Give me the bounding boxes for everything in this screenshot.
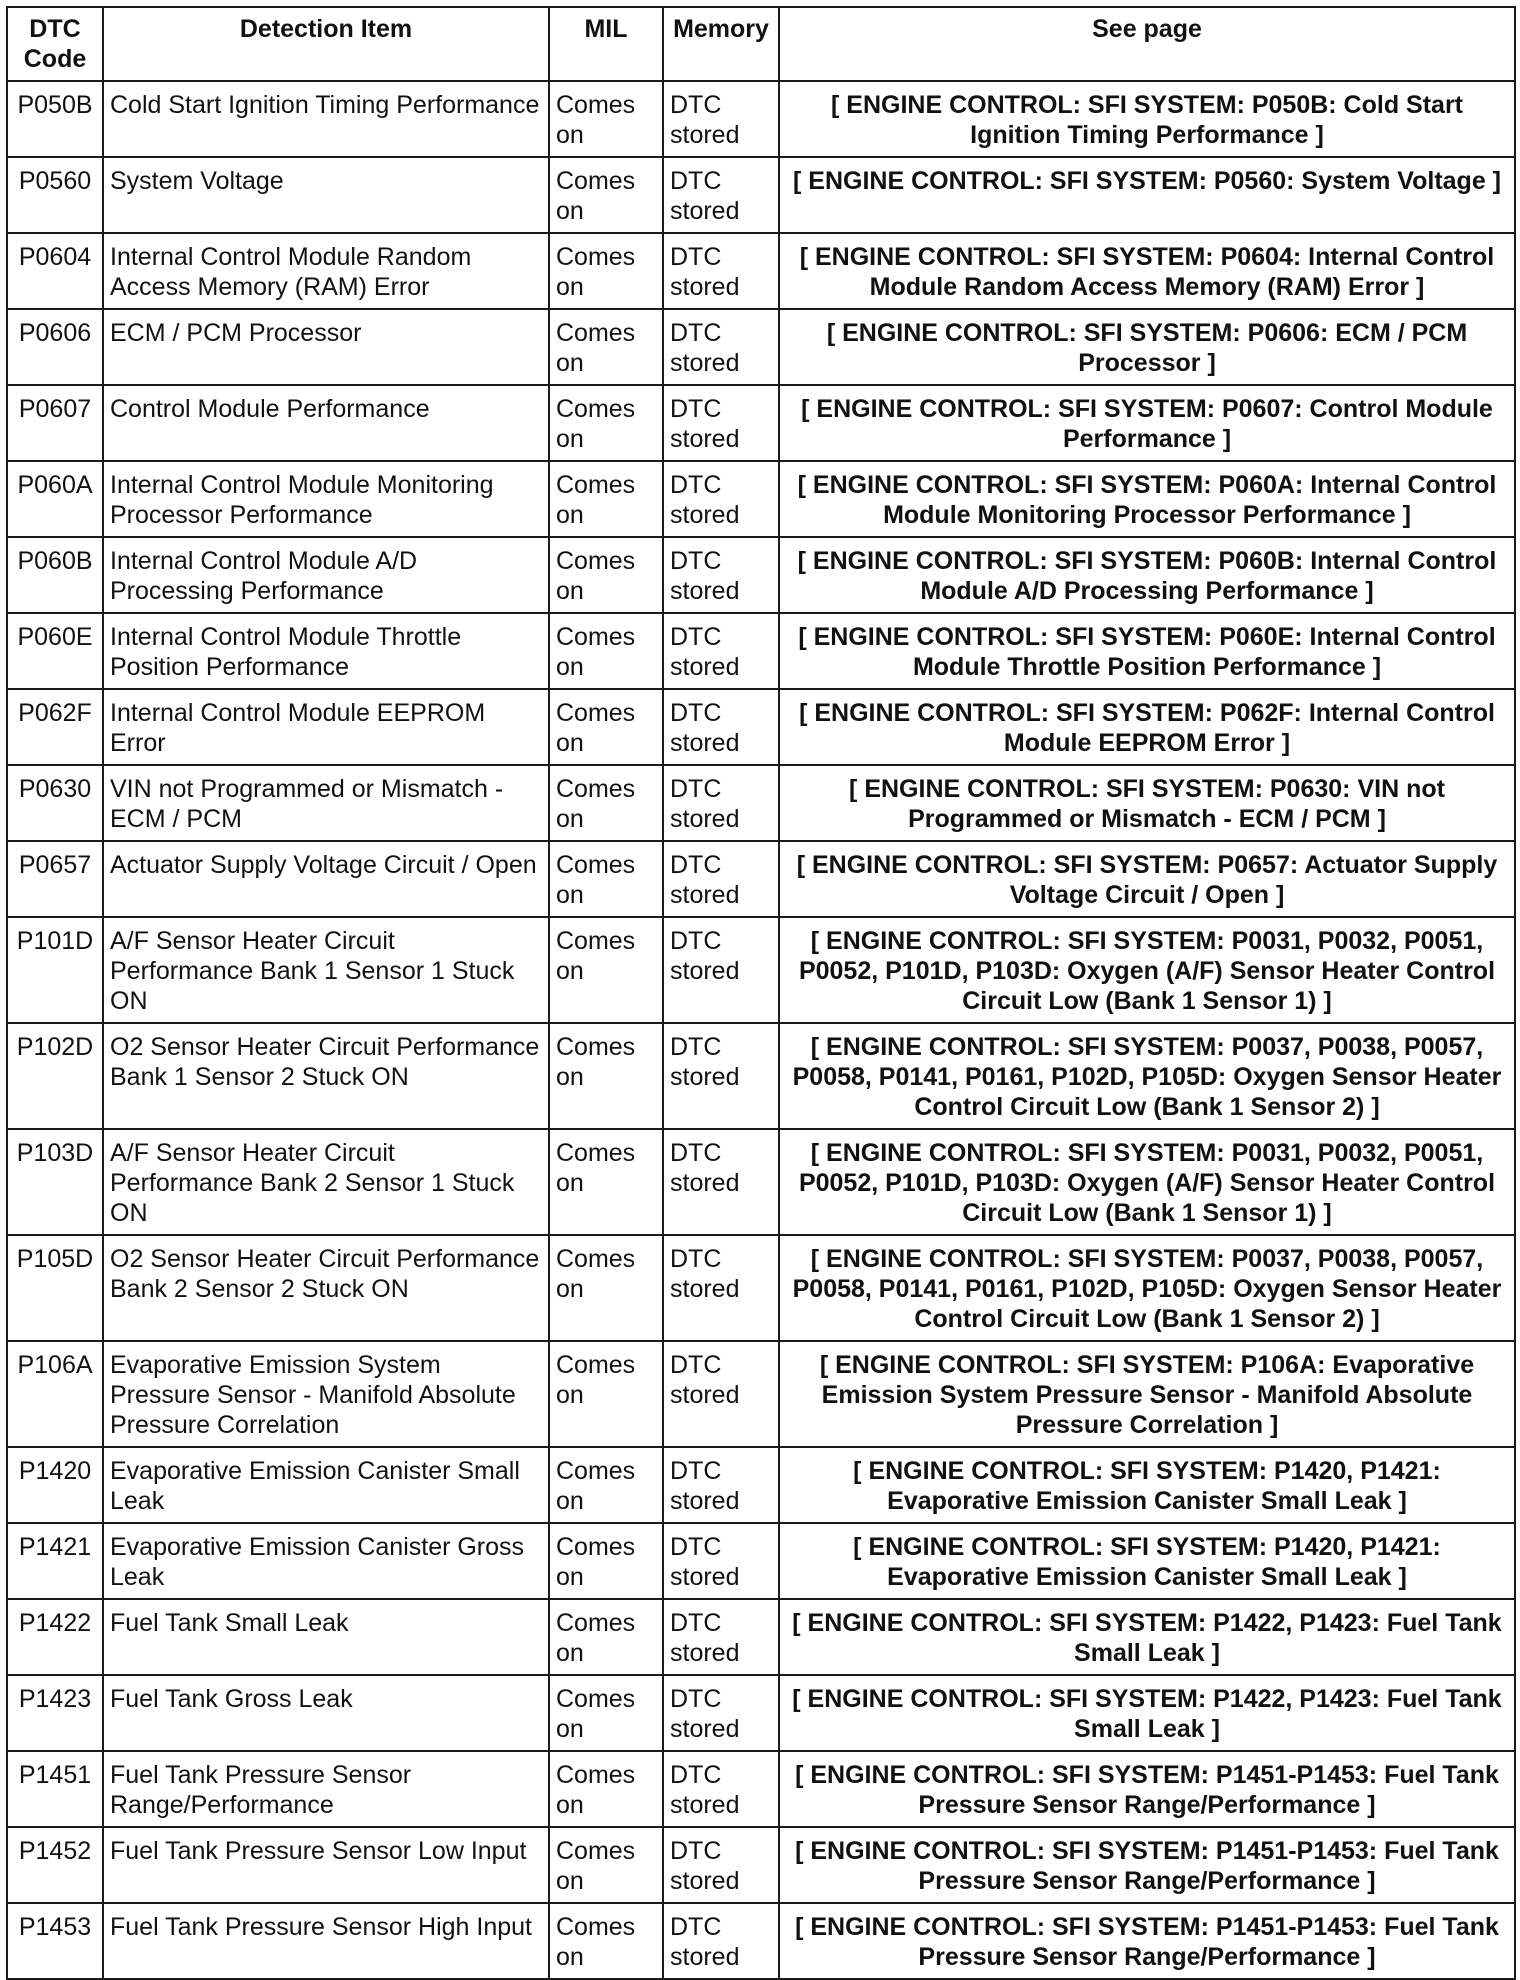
table-row: [7, 765, 1515, 841]
memory-cell: DTC stored: [663, 1235, 779, 1341]
memory-cell: DTC stored: [663, 765, 779, 841]
dtc-code-cell: P1452: [7, 1827, 103, 1903]
table-row: [7, 157, 1515, 233]
see-page-link[interactable]: [ ENGINE CONTROL: SFI SYSTEM: P0606: ECM / PCM Processor ]: [779, 309, 1515, 385]
memory-cell: DTC stored: [663, 309, 779, 385]
detection-item-cell: Evaporative Emission Canister Small Leak: [103, 1447, 549, 1523]
dtc-code-cell: P102D: [7, 1023, 103, 1129]
see-page-link[interactable]: [ ENGINE CONTROL: SFI SYSTEM: P1422, P1423: Fuel Tank Small Leak ]: [779, 1675, 1515, 1751]
detection-item-cell: Fuel Tank Pressure Sensor High Input: [103, 1903, 549, 1979]
dtc-table-container: [6, 6, 1514, 1980]
mil-cell: Comes on: [549, 613, 663, 689]
table-row: [7, 841, 1515, 917]
dtc-code-cell: P103D: [7, 1129, 103, 1235]
mil-cell: Comes on: [549, 1129, 663, 1235]
memory-cell: DTC stored: [663, 1447, 779, 1523]
see-page-link[interactable]: [ ENGINE CONTROL: SFI SYSTEM: P062F: Internal Control Module EEPROM Error ]: [779, 689, 1515, 765]
see-page-link[interactable]: [ ENGINE CONTROL: SFI SYSTEM: P0604: Internal Control Module Random Access Memory (RAM) Error ]: [779, 233, 1515, 309]
dtc-table: [6, 6, 1516, 1980]
see-page-link[interactable]: [ ENGINE CONTROL: SFI SYSTEM: P0031, P0032, P0051, P0052, P101D, P103D: Oxygen (A/F) Sensor Heater Control Circuit Low (Bank 1 Sensor 1) ]: [779, 1129, 1515, 1235]
mil-cell: Comes on: [549, 233, 663, 309]
memory-cell: DTC stored: [663, 613, 779, 689]
detection-item-cell: Cold Start Ignition Timing Performance: [103, 81, 549, 157]
see-page-link[interactable]: [ ENGINE CONTROL: SFI SYSTEM: P0031, P0032, P0051, P0052, P101D, P103D: Oxygen (A/F) Sensor Heater Control Circuit Low (Bank 1 Sensor 1) ]: [779, 917, 1515, 1023]
table-row: [7, 1751, 1515, 1827]
see-page-link[interactable]: [ ENGINE CONTROL: SFI SYSTEM: P1420, P1421: Evaporative Emission Canister Small Leak ]: [779, 1523, 1515, 1599]
mil-cell: Comes on: [549, 309, 663, 385]
dtc-code-cell: P0607: [7, 385, 103, 461]
dtc-code-cell: P1453: [7, 1903, 103, 1979]
memory-cell: DTC stored: [663, 1903, 779, 1979]
detection-item-cell: Fuel Tank Gross Leak: [103, 1675, 549, 1751]
mil-cell: Comes on: [549, 1341, 663, 1447]
detection-item-cell: O2 Sensor Heater Circuit Performance Bank 2 Sensor 2 Stuck ON: [103, 1235, 549, 1341]
memory-cell: DTC stored: [663, 1341, 779, 1447]
memory-cell: DTC stored: [663, 1599, 779, 1675]
dtc-code-cell: P1422: [7, 1599, 103, 1675]
detection-item-cell: Actuator Supply Voltage Circuit / Open: [103, 841, 549, 917]
table-row: [7, 309, 1515, 385]
dtc-code-cell: P050B: [7, 81, 103, 157]
dtc-code-cell: P0560: [7, 157, 103, 233]
memory-cell: DTC stored: [663, 1023, 779, 1129]
mil-cell: Comes on: [549, 1599, 663, 1675]
memory-cell: DTC stored: [663, 1675, 779, 1751]
mil-cell: Comes on: [549, 1447, 663, 1523]
detection-item-cell: VIN not Programmed or Mismatch - ECM / PCM: [103, 765, 549, 841]
detection-item-cell: Internal Control Module Random Access Memory (RAM) Error: [103, 233, 549, 309]
table-row: [7, 81, 1515, 157]
detection-item-cell: System Voltage: [103, 157, 549, 233]
mil-cell: Comes on: [549, 841, 663, 917]
dtc-code-cell: P0604: [7, 233, 103, 309]
detection-item-cell: O2 Sensor Heater Circuit Performance Bank 1 Sensor 2 Stuck ON: [103, 1023, 549, 1129]
detection-item-cell: Evaporative Emission System Pressure Sensor - Manifold Absolute Pressure Correlation: [103, 1341, 549, 1447]
header-dtc-code: DTC Code: [7, 7, 103, 81]
see-page-link[interactable]: [ ENGINE CONTROL: SFI SYSTEM: P0607: Control Module Performance ]: [779, 385, 1515, 461]
header-memory: Memory: [663, 7, 779, 81]
memory-cell: DTC stored: [663, 157, 779, 233]
dtc-code-cell: P101D: [7, 917, 103, 1023]
detection-item-cell: Fuel Tank Small Leak: [103, 1599, 549, 1675]
mil-cell: Comes on: [549, 1751, 663, 1827]
table-row: [7, 613, 1515, 689]
detection-item-cell: ECM / PCM Processor: [103, 309, 549, 385]
memory-cell: DTC stored: [663, 385, 779, 461]
mil-cell: Comes on: [549, 461, 663, 537]
memory-cell: DTC stored: [663, 461, 779, 537]
dtc-code-cell: P0630: [7, 765, 103, 841]
mil-cell: Comes on: [549, 917, 663, 1023]
detection-item-cell: Internal Control Module A/D Processing Performance: [103, 537, 549, 613]
table-row: [7, 1023, 1515, 1129]
dtc-code-cell: P0657: [7, 841, 103, 917]
header-row: [7, 7, 1515, 81]
see-page-link[interactable]: [ ENGINE CONTROL: SFI SYSTEM: P1451-P1453: Fuel Tank Pressure Sensor Range/Performance ]: [779, 1827, 1515, 1903]
table-row: [7, 1341, 1515, 1447]
detection-item-cell: Fuel Tank Pressure Sensor Range/Performance: [103, 1751, 549, 1827]
table-row: [7, 1447, 1515, 1523]
see-page-link[interactable]: [ ENGINE CONTROL: SFI SYSTEM: P050B: Cold Start Ignition Timing Performance ]: [779, 81, 1515, 157]
table-row: [7, 1903, 1515, 1979]
table-row: [7, 1675, 1515, 1751]
memory-cell: DTC stored: [663, 1129, 779, 1235]
dtc-code-cell: P105D: [7, 1235, 103, 1341]
dtc-code-cell: P060E: [7, 613, 103, 689]
see-page-link[interactable]: [ ENGINE CONTROL: SFI SYSTEM: P0657: Actuator Supply Voltage Circuit / Open ]: [779, 841, 1515, 917]
memory-cell: DTC stored: [663, 841, 779, 917]
table-row: [7, 233, 1515, 309]
mil-cell: Comes on: [549, 765, 663, 841]
dtc-table-body: [7, 81, 1515, 1979]
memory-cell: DTC stored: [663, 537, 779, 613]
header-mil: MIL: [549, 7, 663, 81]
table-row: [7, 1129, 1515, 1235]
table-row: [7, 1523, 1515, 1599]
see-page-link[interactable]: [ ENGINE CONTROL: SFI SYSTEM: P1451-P1453: Fuel Tank Pressure Sensor Range/Performance ]: [779, 1903, 1515, 1979]
table-row: [7, 689, 1515, 765]
mil-cell: Comes on: [549, 537, 663, 613]
mil-cell: Comes on: [549, 385, 663, 461]
dtc-code-cell: P0606: [7, 309, 103, 385]
header-see-page: See page: [779, 7, 1515, 81]
dtc-code-cell: P1421: [7, 1523, 103, 1599]
header-detection-item: Detection Item: [103, 7, 549, 81]
mil-cell: Comes on: [549, 1827, 663, 1903]
table-row: [7, 917, 1515, 1023]
table-row: [7, 1827, 1515, 1903]
detection-item-cell: Internal Control Module Throttle Position Performance: [103, 613, 549, 689]
mil-cell: Comes on: [549, 1903, 663, 1979]
detection-item-cell: Control Module Performance: [103, 385, 549, 461]
dtc-code-cell: P062F: [7, 689, 103, 765]
dtc-code-cell: P1420: [7, 1447, 103, 1523]
table-row: [7, 1599, 1515, 1675]
detection-item-cell: Internal Control Module EEPROM Error: [103, 689, 549, 765]
memory-cell: DTC stored: [663, 1751, 779, 1827]
table-row: [7, 1235, 1515, 1341]
dtc-code-cell: P106A: [7, 1341, 103, 1447]
mil-cell: Comes on: [549, 81, 663, 157]
memory-cell: DTC stored: [663, 81, 779, 157]
table-row: [7, 461, 1515, 537]
see-page-link[interactable]: [ ENGINE CONTROL: SFI SYSTEM: P060E: Internal Control Module Throttle Position Performance ]: [779, 613, 1515, 689]
dtc-table-header: [7, 7, 1515, 81]
mil-cell: Comes on: [549, 689, 663, 765]
see-page-link[interactable]: [ ENGINE CONTROL: SFI SYSTEM: P060B: Internal Control Module A/D Processing Performance ]: [779, 537, 1515, 613]
memory-cell: DTC stored: [663, 1827, 779, 1903]
mil-cell: Comes on: [549, 157, 663, 233]
detection-item-cell: Evaporative Emission Canister Gross Leak: [103, 1523, 549, 1599]
memory-cell: DTC stored: [663, 689, 779, 765]
detection-item-cell: A/F Sensor Heater Circuit Performance Bank 2 Sensor 1 Stuck ON: [103, 1129, 549, 1235]
memory-cell: DTC stored: [663, 233, 779, 309]
see-page-link[interactable]: [ ENGINE CONTROL: SFI SYSTEM: P0037, P0038, P0057, P0058, P0141, P0161, P102D, P105D: Oxygen Sensor Heater Control Circuit Low (Bank 1 Sensor 2) ]: [779, 1235, 1515, 1341]
table-row: [7, 385, 1515, 461]
see-page-link[interactable]: [ ENGINE CONTROL: SFI SYSTEM: P1422, P1423: Fuel Tank Small Leak ]: [779, 1599, 1515, 1675]
detection-item-cell: A/F Sensor Heater Circuit Performance Bank 1 Sensor 1 Stuck ON: [103, 917, 549, 1023]
see-page-link[interactable]: [ ENGINE CONTROL: SFI SYSTEM: P1420, P1421: Evaporative Emission Canister Small Leak ]: [779, 1447, 1515, 1523]
see-page-link[interactable]: [ ENGINE CONTROL: SFI SYSTEM: P060A: Internal Control Module Monitoring Processor Performance ]: [779, 461, 1515, 537]
table-row: [7, 537, 1515, 613]
mil-cell: Comes on: [549, 1675, 663, 1751]
see-page-link[interactable]: [ ENGINE CONTROL: SFI SYSTEM: P0560: System Voltage ]: [779, 157, 1515, 233]
mil-cell: Comes on: [549, 1523, 663, 1599]
dtc-code-cell: P060B: [7, 537, 103, 613]
see-page-link[interactable]: [ ENGINE CONTROL: SFI SYSTEM: P0037, P0038, P0057, P0058, P0141, P0161, P102D, P105D: Oxygen Sensor Heater Control Circuit Low (Bank 1 Sensor 2) ]: [779, 1023, 1515, 1129]
dtc-code-cell: P1451: [7, 1751, 103, 1827]
see-page-link[interactable]: [ ENGINE CONTROL: SFI SYSTEM: P1451-P1453: Fuel Tank Pressure Sensor Range/Performance ]: [779, 1751, 1515, 1827]
dtc-code-cell: P060A: [7, 461, 103, 537]
detection-item-cell: Internal Control Module Monitoring Processor Performance: [103, 461, 549, 537]
dtc-code-cell: P1423: [7, 1675, 103, 1751]
see-page-link[interactable]: [ ENGINE CONTROL: SFI SYSTEM: P106A: Evaporative Emission System Pressure Sensor - Manifold Absolute Pressure Correlation ]: [779, 1341, 1515, 1447]
memory-cell: DTC stored: [663, 917, 779, 1023]
mil-cell: Comes on: [549, 1023, 663, 1129]
detection-item-cell: Fuel Tank Pressure Sensor Low Input: [103, 1827, 549, 1903]
mil-cell: Comes on: [549, 1235, 663, 1341]
memory-cell: DTC stored: [663, 1523, 779, 1599]
see-page-link[interactable]: [ ENGINE CONTROL: SFI SYSTEM: P0630: VIN not Programmed or Mismatch - ECM / PCM ]: [779, 765, 1515, 841]
